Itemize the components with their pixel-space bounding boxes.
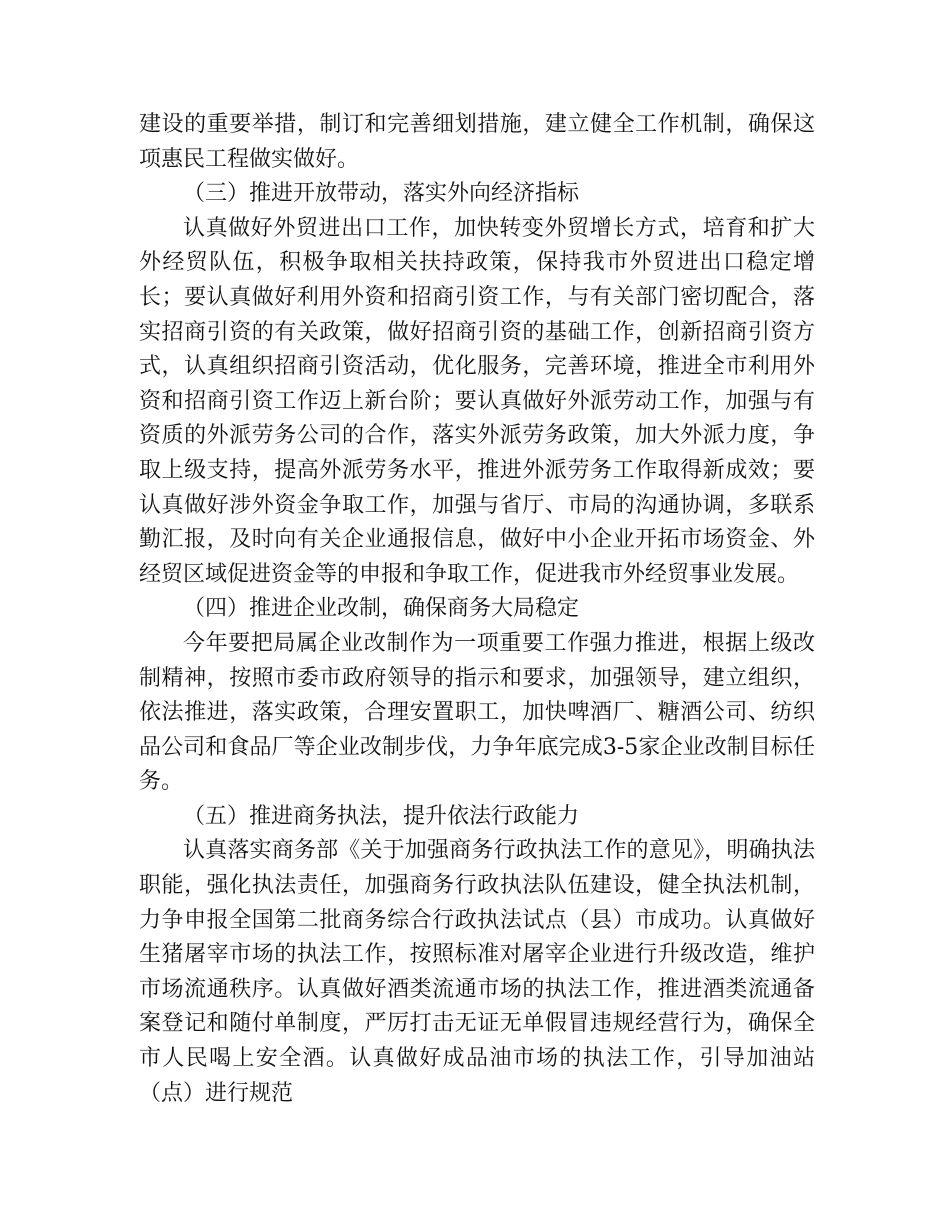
section-heading-5: （五）推进商务执法，提升依法行政能力 bbox=[183, 803, 580, 829]
section-heading-4: （四）推进企业改制，确保商务大局稳定 bbox=[183, 596, 580, 622]
paragraph-intro-continuation: 建设的重要举措，制订和完善细划措施，建立健全工作机制，确保这项惠民工程做实做好。 bbox=[139, 112, 815, 172]
paragraph-enterprise-reform: 今年要把局属企业改制作为一项重要工作强力推进，根据上级改制精神，按照市委市政府领导的指示和要求，加强领导，建立组织，依法推进，落实政策，合理安置职工，加快啤酒厂、糖酒公司、纺织品公司和食品厂等企业改制步伐，力争年底完成3-5家企业改制目标任务。 bbox=[139, 630, 815, 795]
paragraph-commerce-enforcement: 认真落实商务部《关于加强商务行政执法工作的意见》，明确执法职能，强化执法责任，加强商务行政执法队伍建设，健全执法机制，力争申报全国第二批商务综合行政执法试点（县）市成功。认真做好生猪屠宰市场的执法工作，按照标准对屠宰企业进行升级改造，维护市场流通秩序。认真做好酒类流通市场的执法工作，推进酒类流通备案登记和随付单制度，严厉打击无证无单假冒违规经营行为，确保全市人民喝上安全酒。认真做好成品油市场的执法工作，引导加油站（点）进行规范 bbox=[139, 838, 815, 1106]
section-heading-3: （三）推进开放带动，落实外向经济指标 bbox=[183, 181, 580, 207]
paragraph-foreign-trade: 认真做好外贸进出口工作，加快转变外贸增长方式，培育和扩大外经贸队伍，积极争取相关扶持政策，保持我市外贸进出口稳定增长；要认真做好利用外资和招商引资工作，与有关部门密切配合，落实招商引资的有关政策，做好招商引资的基础工作，创新招商引资方式，认真组织招商引资活动，优化服务，完善环境，推进全市利用外资和招商引资工作迈上新台阶；要认真做好外派劳动工作，加强与有资质的外派劳务公司的合作，落实外派劳务政策，加大外派力度，争取上级支持，提高外派劳务水平，推进外派劳务工作取得新成效；要认真做好涉外资金争取工作，加强与省厅、市局的沟通协调，多联系勤汇报，及时向有关企业通报信息，做好中小企业开拓市场资金、外经贸区域促进资金等的申报和争取工作，促进我市外经贸事业发展。 bbox=[139, 215, 815, 587]
document-body bbox=[139, 108, 815, 1111]
